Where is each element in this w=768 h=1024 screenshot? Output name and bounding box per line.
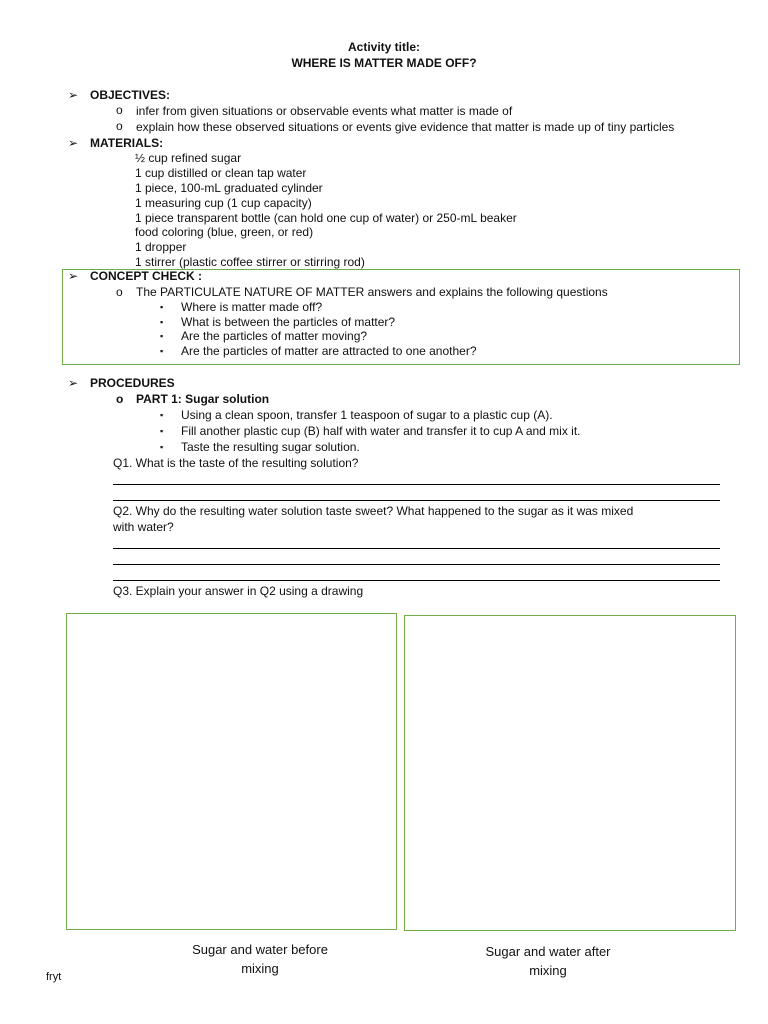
material-item: food coloring (blue, green, or red) [135, 225, 314, 239]
material-item: 1 piece, 100-mL graduated cylinder [135, 181, 323, 195]
material-item: 1 dropper [135, 240, 187, 254]
procedures-heading: PROCEDURES [90, 376, 175, 390]
answer-line [113, 484, 720, 485]
material-item: 1 piece transparent bottle (can hold one cup of water) or 250-mL beaker [135, 211, 517, 225]
arrow-bullet-icon: ➢ [68, 376, 79, 390]
answer-line [113, 548, 720, 549]
concept-question: What is between the particles of matter? [181, 315, 396, 329]
material-item: ½ cup refined sugar [135, 151, 242, 165]
square-bullet-icon: ▪ [160, 426, 164, 436]
materials-heading: MATERIALS: [90, 136, 164, 150]
material-item: 1 measuring cup (1 cup capacity) [135, 196, 312, 210]
circle-bullet-icon: o [116, 392, 124, 406]
concept-question: Where is matter made off? [181, 300, 323, 314]
circle-bullet-icon: o [116, 119, 123, 133]
caption-before-line2: mixing [241, 961, 279, 976]
concept-check-intro: The PARTICULATE NATURE OF MATTER answers and explains the following questions [136, 285, 608, 299]
answer-line [113, 580, 720, 581]
square-bullet-icon: ▪ [160, 346, 164, 356]
square-bullet-icon: ▪ [160, 442, 164, 452]
arrow-bullet-icon: ➢ [68, 88, 79, 102]
objectives-heading: OBJECTIVES: [90, 88, 171, 102]
objective-item: explain how these observed situations or events give evidence that matter is made up of tiny particles [136, 120, 675, 134]
objective-item: infer from given situations or observable events what matter is made of [136, 104, 513, 118]
concept-question: Are the particles of matter moving? [181, 329, 368, 343]
material-item: 1 cup distilled or clean tap water [135, 166, 307, 180]
concept-question: Are the particles of matter are attracted to one another? [181, 344, 477, 358]
caption-after-line2: mixing [529, 963, 567, 978]
square-bullet-icon: ▪ [160, 410, 164, 420]
square-bullet-icon: ▪ [160, 302, 164, 312]
circle-bullet-icon: o [116, 103, 123, 117]
activity-title: WHERE IS MATTER MADE OFF? [291, 56, 477, 70]
drawing-box-after[interactable] [404, 615, 736, 931]
procedure-step: Fill another plastic cup (B) half with water and transfer it to cup A and mix it. [181, 424, 581, 438]
square-bullet-icon: ▪ [160, 317, 164, 327]
part1-title: PART 1: Sugar solution [136, 392, 270, 406]
answer-line [113, 564, 720, 565]
question-q1: Q1. What is the taste of the resulting solution? [113, 456, 359, 470]
question-q2: Q2. Why do the resulting water solution taste sweet? What happened to the sugar as it was mixed [113, 504, 634, 518]
arrow-bullet-icon: ➢ [68, 136, 79, 150]
caption-before-line1: Sugar and water before [192, 942, 328, 957]
caption-after-line1: Sugar and water after [485, 944, 611, 959]
procedure-step: Taste the resulting sugar solution. [181, 440, 360, 454]
square-bullet-icon: ▪ [160, 331, 164, 341]
answer-line [113, 500, 720, 501]
circle-bullet-icon: o [116, 285, 123, 299]
material-item: 1 stirrer (plastic coffee stirrer or stirring rod) [135, 255, 365, 269]
question-q3: Q3. Explain your answer in Q2 using a drawing [113, 584, 364, 598]
concept-check-heading: CONCEPT CHECK : [90, 269, 203, 283]
arrow-bullet-icon: ➢ [68, 269, 79, 283]
footer-note: fryt [46, 971, 62, 983]
procedure-step: Using a clean spoon, transfer 1 teaspoon of sugar to a plastic cup (A). [181, 408, 553, 422]
activity-label: Activity title: [347, 40, 420, 54]
question-q2-continued: with water? [113, 520, 174, 534]
drawing-box-before[interactable] [66, 613, 397, 930]
